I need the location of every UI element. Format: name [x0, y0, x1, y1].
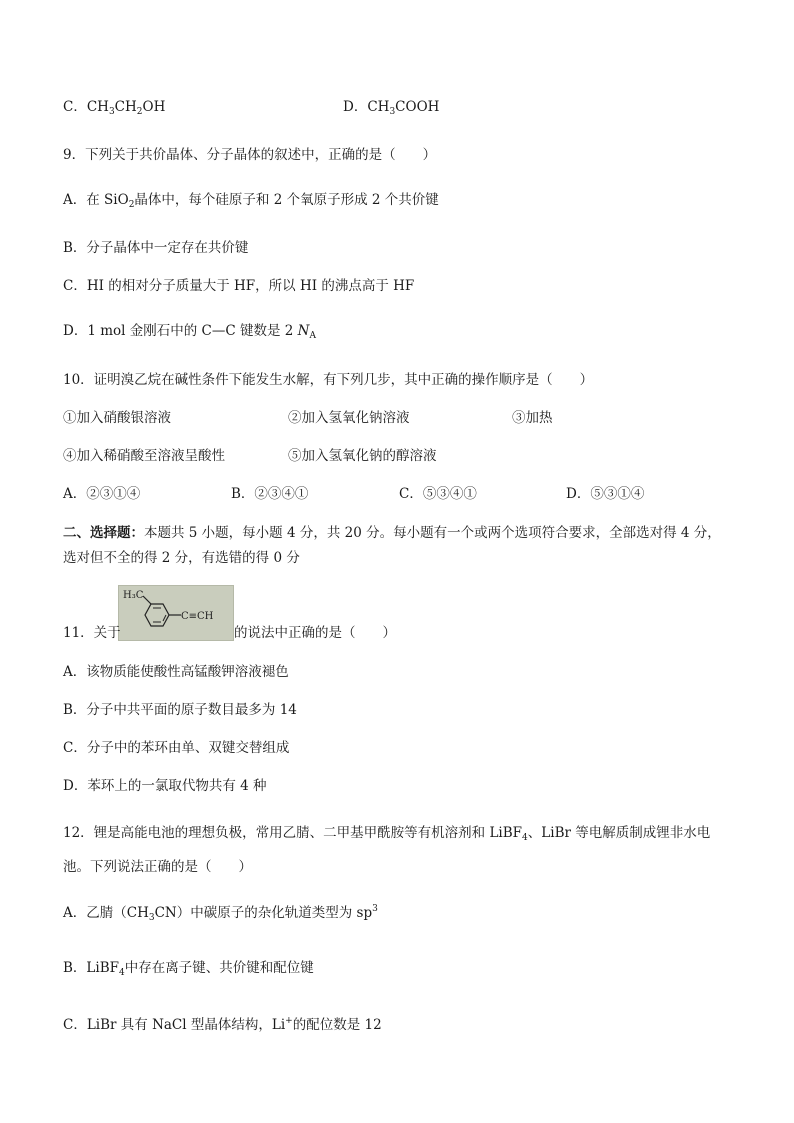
q11-option-c: C．分子中的苯环由单、双键交替组成 [63, 740, 290, 756]
q10-step-4: ④加入稀硝酸至溶液呈酸性 [63, 448, 225, 464]
alkyne-label: C≡CH [181, 611, 214, 622]
q9-option-d: D．1 mol 金刚石中的 C—C 键数是 2 $N_A$ [63, 323, 316, 341]
q10-option-d: D．⑤③①④ [566, 486, 645, 502]
q8-option-c: C．$CH_3CH_2OH$ [63, 99, 166, 117]
q10-step-1: ①加入硝酸银溶液 [63, 410, 171, 426]
q12-option-a: A．乙腈$(CH_3CN)$中碳原子的杂化轨道类型为 $sp^3$ [63, 904, 378, 923]
section2-line1: 二、选择题：本题共 5 小题，每小题 4 分，共 20 分。每小题有一个或两个选项符合要求，全部选对得 4 分， [63, 525, 721, 541]
q10-stem: 10．证明溴乙烷在碱性条件下能发生水解，有下列几步，其中正确的操作顺序是（ ） [63, 372, 594, 388]
section2-title: 二、选择题： [63, 525, 144, 541]
q12-option-c: C．LiBr 具有 NaCl 型晶体结构，Li+的配位数是 12 [63, 1016, 382, 1033]
q9-option-c: C．HI 的相对分子质量大于 HF，所以 HI 的沸点高于 HF [63, 278, 415, 294]
q10-option-b: B．②③④① [231, 486, 309, 502]
q11-stem-post: 的说法中正确的是（ ） [234, 625, 396, 641]
q11-stem-pre: 11．关于 [63, 625, 121, 641]
molecule-structure [119, 586, 233, 640]
q9-option-b: B．分子晶体中一定存在共价键 [63, 240, 249, 256]
q12-option-b: B．LiBF$_4$中存在离子键、共价键和配位键 [63, 960, 314, 978]
q10-step-5: ⑤加入氢氧化钠的醇溶液 [288, 448, 437, 464]
q10-option-a: A．②③①④ [63, 486, 141, 502]
q10-step-2: ②加入氢氧化钠溶液 [288, 410, 410, 426]
q9-stem: 9．下列关于共价晶体、分子晶体的叙述中，正确的是（ ） [63, 147, 437, 163]
molecule-image [118, 585, 234, 641]
section2-line2: 选对但不全的得 2 分，有选错的得 0 分 [63, 550, 300, 566]
q10-option-c: C．⑤③④① [399, 486, 477, 502]
methyl-label: H₃C [123, 590, 144, 601]
q8-option-d: D．$CH_3COOH$ [343, 99, 440, 117]
q12-stem-line1: 12．锂是高能电池的理想负极，常用乙腈、二甲基甲酰胺等有机溶剂和 LiBF$_4$、LiBr 等电解质制成锂非水电 [63, 825, 711, 843]
q11-option-b: B．分子中共平面的原子数目最多为 14 [63, 702, 297, 718]
q11-option-a: A．该物质能使酸性高锰酸钾溶液褪色 [63, 664, 289, 680]
q10-step-3: ③加热 [512, 410, 553, 426]
q9-option-a: A．在 SiO$_2$晶体中，每个硅原子和 2 个氧原子形成 2 个共价键 [63, 192, 439, 210]
q12-stem-line2: 池。下列说法正确的是（ ） [63, 859, 252, 875]
q11-option-d: D．苯环上的一氯取代物共有 4 种 [63, 778, 267, 794]
